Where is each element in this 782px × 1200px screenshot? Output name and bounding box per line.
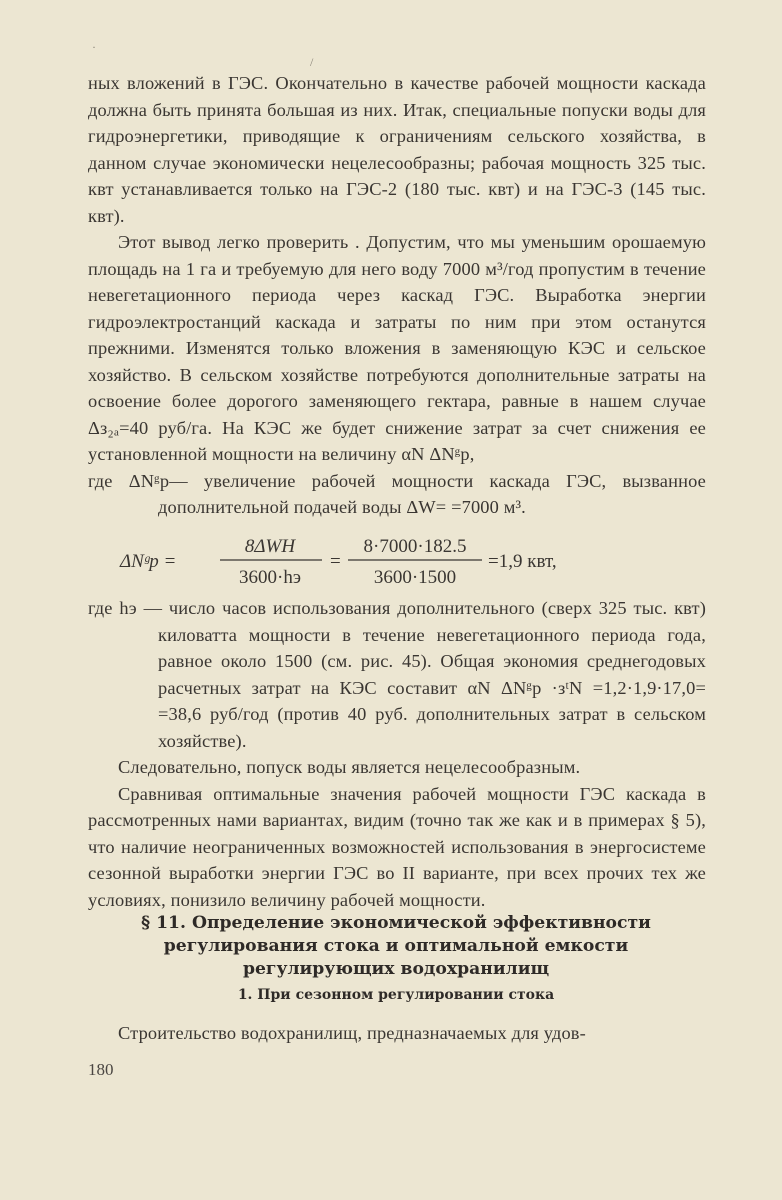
paragraph-check: Этот вывод легко проверить . Допустим, что мы уменьшим орошаемую площадь на 1 га и требуемую для него воду 7000 м³/год пропустим в течение невегетационного периода через каскад ГЭС. Выработка энергии гидроэлектростанций каскада и затраты по ним при этом останутся прежними. Изменятся только вложения в заменяющую КЭС и сельское хозяйство. В сельском хозяйстве потребуются дополнительные затраты на освоение более дорогого заменяющего гектара, равные в нашем случае Δз₂ₐ=40 руб/га. На КЭС же будет снижение затрат за счет снижения ее установленной мощности на величину αN ΔNᵍр, xyxy=(88,232,706,464)
scan-speck: / xyxy=(310,55,314,69)
body-text-bottom xyxy=(88,595,706,913)
subsection-heading: 1. При сезонном регулировании стока xyxy=(237,987,555,1003)
section-heading: § 11. Определение экономической эффективности регулирования стока и оптимальной емкости регулирующих водохранилищ xyxy=(141,913,651,979)
formula-svg xyxy=(120,530,680,594)
formula-denominator-1: 3600·hэ xyxy=(239,567,301,588)
formula-numerator-2: 8·7000·182.5 xyxy=(363,536,467,557)
body-text-last xyxy=(88,1020,706,1047)
page-number: 180 xyxy=(88,1060,114,1079)
formula-lhs: ΔNᵍp = xyxy=(120,551,177,572)
paragraph-continuation: ных вложений в ГЭС. Окончательно в качестве рабочей мощности каскада должна быть принята большая из них. Итак, специальные попуски воды для гидроэнергетики, приводящие к ограничениям сельского хозяйства, в данном случае экономически нецелесообразны; рабочая мощность 325 тыс. квт устанавливается только на ГЭС-2 (180 тыс. квт) и на ГЭС-3 (145 тыс. квт). xyxy=(88,73,706,226)
formula-delta-n xyxy=(120,530,680,594)
paragraph-reservoirs: Строительство водохранилищ, предназначаемых для удов- xyxy=(118,1023,586,1043)
paragraph-where-delta: где ΔNᵍр— увеличение рабочей мощности каскада ГЭС, вызванное дополнительной подачей воды ΔW= =7000 м³. xyxy=(88,470,706,517)
formula-denominator-2: 3600·1500 xyxy=(373,567,457,588)
scan-speck: · xyxy=(92,40,96,54)
formula-equals: = xyxy=(330,551,341,572)
formula-numerator-1: 8ΔWH xyxy=(244,536,296,557)
paragraph-conclusion: Следовательно, попуск воды является нецелесообразным. xyxy=(118,757,581,777)
paragraph-where-h: где hэ — число часов использования дополнительного (сверх 325 тыс. квт) киловатта мощности в течение невегетационного периода года, равное около 1500 (см. рис. 45). Общая экономия среднегодовых расчетных затрат на КЭС составит αN ΔNᵍp ·зᵗN =1,2·1,9·17,0= =38,6 руб/год (против 40 руб. дополнительных затрат в сельском хозяйстве). xyxy=(88,598,706,751)
body-text-top xyxy=(88,70,706,521)
formula-result: =1,9 квт, xyxy=(488,551,557,572)
paragraph-comparison: Сравнивая оптимальные значения рабочей мощности ГЭС каскада в рассмотренных нами вариантах, видим (точно так же как и в примерах § 5), что наличие неограниченных возможностей использования в энергосистеме сезонной выработки энергии ГЭС во II варианте, при всех прочих тех же условиях, понизило величину рабочей мощности. xyxy=(88,783,706,910)
